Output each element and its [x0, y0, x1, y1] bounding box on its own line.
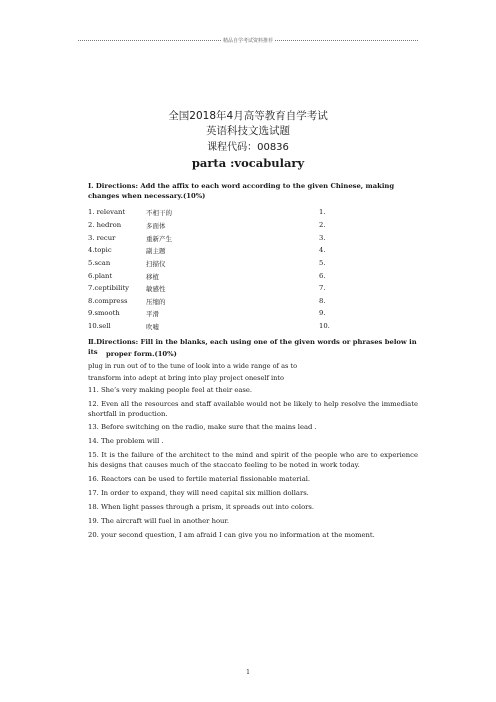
word-text: 8.compress [88, 297, 128, 305]
word-text: 6.plant [88, 272, 113, 280]
answer-number: 6. [319, 272, 326, 280]
chinese-meaning: 压缩的 [146, 298, 166, 306]
word-row [88, 246, 418, 256]
question-item: 19. The aircraft will fuel in another hour. [88, 517, 230, 525]
answer-number: 4. [319, 246, 326, 254]
options-line-2: transform into adept at bring into play project oneself into [88, 374, 284, 382]
word-row [88, 259, 418, 269]
chinese-meaning: 多面体 [146, 222, 166, 230]
exam-title: 全国2018年4月高等教育自学考试 [168, 110, 328, 122]
answer-number: 9. [319, 309, 326, 317]
word-text: 5.scan [88, 259, 111, 267]
word-row [88, 221, 418, 231]
word-row [88, 208, 418, 218]
answer-number: 7. [319, 284, 326, 292]
chinese-meaning: 副主题 [146, 247, 166, 255]
page-number: 1 [246, 669, 250, 676]
chinese-meaning: 吹嘘 [146, 323, 159, 331]
answer-number: 1. [319, 208, 326, 216]
word-row [88, 322, 418, 332]
question-item: 13. Before switching on the radio, make sure that the mains lead . [88, 423, 317, 431]
section1-instruction: Ⅰ. Directions: Add the affix to each word according to the given Chinese, making changes when necessary.(10%) [88, 182, 395, 200]
word-row [88, 297, 418, 307]
word-row [88, 234, 418, 244]
word-row [88, 309, 418, 319]
chinese-meaning: 扫描仪 [146, 260, 166, 268]
subject-title: 英语科技文选试题 [206, 125, 290, 137]
header-text: 精品自学考试资料推荐 [223, 37, 274, 44]
question-item: 17. In order to expand, they will need capital six million dollars. [88, 489, 309, 497]
section2-instruction-line2: proper form.(10%) [106, 350, 177, 358]
word-text: 3. recur [88, 234, 116, 242]
question-item: 15. It is the failure of the architect to the mind and spirit of the people who are to experience his designs that causes much of the staccato feeling to be noted in work today. [88, 451, 418, 469]
header-dots-left [78, 40, 221, 41]
question-item: 12. Even all the resources and staff available would not be likely to help resolve the immediate shortfall in production. [88, 400, 418, 418]
word-text: 4.topic [88, 246, 112, 254]
part-title: parta :vocabulary [191, 156, 305, 170]
answer-number: 3. [319, 234, 326, 242]
course-code: 课程代码：00836 [207, 142, 289, 153]
answer-number: 5. [319, 259, 326, 267]
question-item: 20. your second question, I am afraid I can give you no information at the moment. [88, 531, 375, 539]
question-item: 11. She’s very making people feel at their ease. [88, 386, 253, 394]
chinese-meaning: 不相干的 [146, 209, 172, 217]
chinese-meaning: 敏感性 [146, 285, 166, 293]
chinese-meaning: 移植 [146, 273, 159, 281]
answer-number: 8. [319, 297, 326, 305]
word-text: 7.ceptibility [88, 284, 130, 292]
chinese-meaning: 平滑 [146, 310, 159, 318]
question-item: 18. When light passes through a prism, it spreads out into colors. [88, 503, 315, 511]
section2-instruction-line1: Ⅱ.Directions: Fill in the blanks, each using one of the given words or phrases below in its [88, 338, 417, 356]
word-text: 1. relevant [88, 208, 126, 216]
page-header [78, 36, 418, 44]
word-row [88, 284, 418, 294]
options-line-1: plug in run out of to the tune of look into a wide range of as to [88, 362, 298, 370]
word-row [88, 272, 418, 282]
answer-number: 10. [319, 322, 330, 330]
word-text: 10.sell [88, 322, 111, 330]
word-text: 2. hedron [88, 221, 122, 229]
word-text: 9.smooth [88, 309, 120, 317]
header-dots-right [275, 40, 418, 41]
answer-number: 2. [319, 221, 326, 229]
chinese-meaning: 重新产生 [146, 235, 172, 243]
question-item: 16. Reactors can be used to fertile material fissionable material. [88, 475, 311, 483]
question-item: 14. The problem will . [88, 437, 164, 445]
